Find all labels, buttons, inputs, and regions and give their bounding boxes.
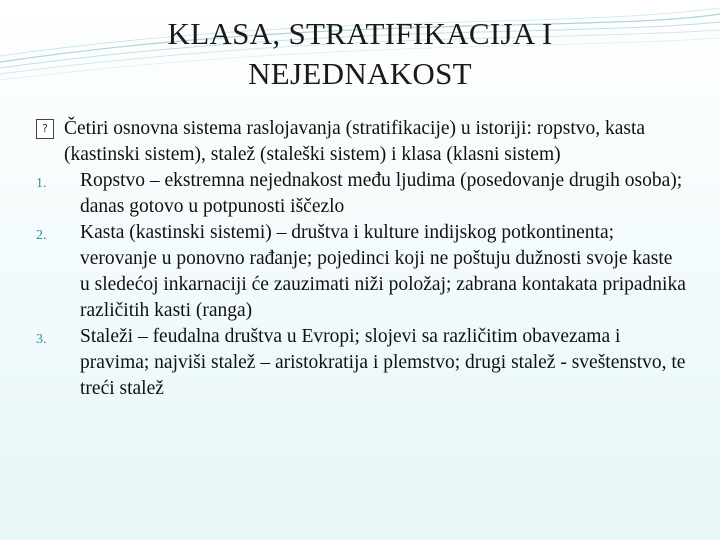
list-item xyxy=(36,168,686,220)
slide-title-line-2: NEJEDNAKOST xyxy=(248,56,472,91)
list-item-number: 2. xyxy=(36,228,47,243)
list-item-number: 3. xyxy=(36,332,47,347)
list-item-text: Kasta (kastinski sistemi) – društva i kulture indijskog potkontinenta; verovanje u ponovno rađanje; pojedinci koji ne poštuju dužnosti svoje kaste u sledećoj inkarnaciji će zauzimati niži položaj; zabrana kontakata pripadnika različitih kasti (ranga) xyxy=(80,222,686,321)
intro-text: Četiri osnovna sistema raslojavanja (stratifikacije) u istoriji: ropstvo, kasta (kastinski sistem), stalež (staleški sistem) i klasa (klasni sistem) xyxy=(64,118,646,165)
list-item-number: 1. xyxy=(36,176,47,191)
list-item-text: Ropstvo – ekstremna nejednakost među ljudima (posedovanje drugih osoba); danas gotovo u potpunosti iščezlo xyxy=(80,170,683,217)
slide-title-line-1: KLASA, STRATIFIKACIJA I xyxy=(167,16,553,51)
missing-glyph-bullet-icon: ? xyxy=(36,119,54,139)
slide-body xyxy=(36,116,686,402)
list-item xyxy=(36,324,686,402)
list-item xyxy=(36,220,686,324)
slide-title xyxy=(120,14,600,94)
list-item-text: Staleži – feudalna društva u Evropi; slojevi sa različitim obavezama i pravima; najviši stalež – aristokratija i plemstvo; drugi stalež - sveštenstvo, te treći stalež xyxy=(80,326,686,399)
intro-paragraph xyxy=(36,116,686,168)
